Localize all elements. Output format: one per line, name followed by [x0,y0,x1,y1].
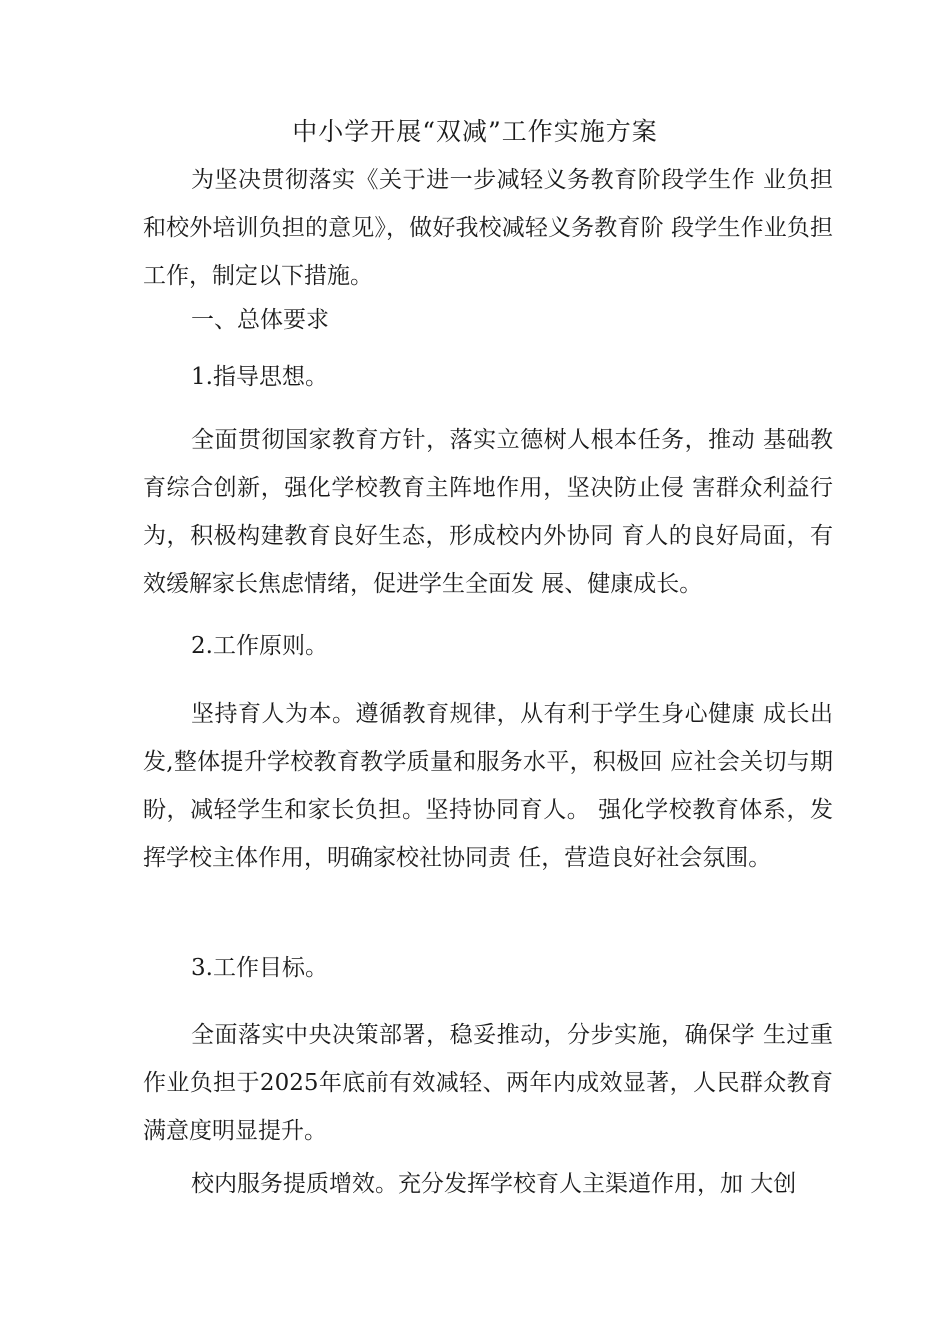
section-heading-general-requirements: 一、总体要求 [191,307,329,333]
work-principles-paragraph: 坚持育人为本。遵循教育规律，从有利于学生身心健康 成长出发,整体提升学校教育教学质量和服务水平，积极回 应社会关切与期盼，减轻学生和家长负担。坚持协同育人。 强化学校教育体系，发挥学校主体作用，明确家校社协同责 任，营造良好社会氛围。 [143,701,833,871]
intro-paragraph: 为坚决贯彻落实《关于进一步减轻义务教育阶段学生作 业负担和校外培训负担的意见》，做好我校减轻义务教育阶 段学生作业负担工作，制定以下措施。 [143,167,833,289]
guiding-ideology-paragraph: 全面贯彻国家教育方针，落实立德树人根本任务，推动 基础教育综合创新，强化学校教育主阵地作用，坚决防止侵 害群众利益行为，积极构建教育良好生态，形成校内外协同 育人的良好局面，有效缓解家长焦虑情绪，促进学生全面发 展、健康成长。 [143,427,833,597]
subsection-heading-work-goals: 3.工作目标。 [191,955,328,981]
subsection-heading-guiding-ideology: 1.指导思想。 [191,364,328,390]
school-service-paragraph: 校内服务提质增效。充分发挥学校育人主渠道作用，加 大创 [191,1171,797,1197]
subsection-heading-work-principles: 2.工作原则。 [191,633,328,659]
document-title: 中小学开展“双减”工作实施方案 [292,117,658,146]
work-goals-paragraph: 全面落实中央决策部署，稳妥推动，分步实施，确保学 生过重作业负担于2025年底前有效减轻、两年内成效显著，人民群众教育满意度明显提升。 [143,1022,833,1144]
